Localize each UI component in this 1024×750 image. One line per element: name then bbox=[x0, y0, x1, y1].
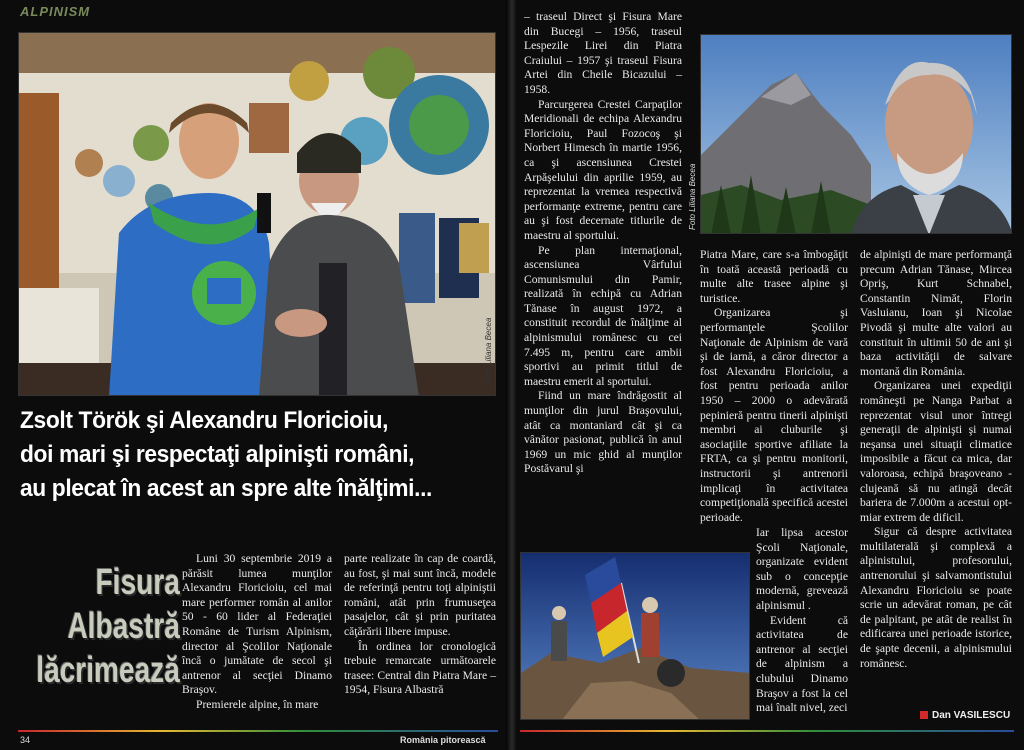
paragraph: Pe plan internaţional, ascensiunea Vârfului Comunismului din Pamir, realizată în echipă cu Adrian Tănase în august 1972, a constituit recordul de înălţime al alpinismului românesc cu cei 7.495 m, pentru care ambii sportivi au primit titlul de maestru emerit al sportului. bbox=[524, 243, 682, 388]
footer-rule bbox=[18, 730, 498, 732]
title-word: lăcrimează bbox=[36, 649, 180, 690]
section-tag: ALPINISM bbox=[20, 4, 91, 19]
photo-mountain-portrait bbox=[700, 34, 1012, 234]
headline bbox=[20, 404, 466, 506]
paragraph: În ordinea lor cronologică trebuie remarcate următoarele trasee: Central din Piatra Mare – 1954, Fisura Albastră bbox=[344, 639, 496, 697]
article-title bbox=[20, 560, 180, 692]
paragraph: Fiind un mare îndrăgostit al munţilor din jurul Braşovului, atât ca montaniard cât şi ca vânător pasionat, publică în anul 1969 un mic ghid al munţilor Postăvarul şi bbox=[524, 389, 682, 476]
title-word: Albastră bbox=[67, 605, 180, 646]
paragraph: Premierele alpine, în mare bbox=[196, 697, 319, 711]
paragraph: Iar lipsa acestor Şcoli Naţionale, organizate evident sub o concepţie modernă, grevează alpinismul . bbox=[756, 526, 848, 612]
footer-rule bbox=[520, 730, 1014, 732]
right-column-2-bottom bbox=[756, 526, 848, 716]
author-byline bbox=[920, 710, 1010, 721]
paragraph: de alpinişti de mare performanţă precum Adrian Tănase, Mircea Opriş, Kurt Schnabel, Constantin Nimăt, Florin Vasluianu, Ioan şi Nicolae Pivodă şi multe alte valori au constituit în ultimii 50 de ani şi baza activităţii de salvare montană din România. bbox=[860, 248, 1012, 378]
left-page bbox=[0, 0, 508, 750]
photo-credit: Foto Liliana Becea bbox=[688, 163, 697, 230]
paragraph: Evident că activitatea de antrenor al secţiei de alpinism a clubului Dinamo Braşov a fost la cel mai înalt nivel, zeci bbox=[756, 613, 848, 715]
paragraph: Luni 30 septembrie 2019 a părăsit lumea munţilor Alexandru Floricioiu, cel mai mare performer român al anilor 50 - 60 lider al Federaţiei Române de Turism Alpinism, director al Şcolilor Naţionale încă o jumătate de secol şi antrenor al secţiei Dinamo Braşov. bbox=[182, 552, 332, 697]
paragraph: Sigur că despre activitatea multilaterală şi complexă a alpinistului, profesorului, antrenorului şi salvamontistului Alexandru Floricioiu se poate scrie un adevărat roman, pe cât de palpitant, pe atât de realist în edificarea unei perioade istorice, de şapte decenii, a alpinismului românesc. bbox=[860, 525, 1012, 670]
paragraph: Piatra Mare, care s-a îmbogăţit în toată această perioadă cu multe alte trasee alpine şi turistice. bbox=[700, 248, 848, 305]
magazine-name: România pitorească bbox=[400, 735, 486, 745]
headline-line: au plecat în acest an spre alte înălţimi... bbox=[20, 475, 433, 502]
title-word: Fisura bbox=[95, 561, 180, 602]
headline-line: Zsolt Török şi Alexandru Floricioiu, bbox=[20, 407, 389, 434]
author-name: Dan VASILESCU bbox=[932, 710, 1011, 721]
photo-two-climbers bbox=[18, 32, 496, 396]
left-column-1 bbox=[182, 552, 332, 713]
photo-credit: Foto Liliana Becea bbox=[484, 317, 493, 384]
paragraph: Organizarea unei expediţii româneşti pe Nanga Parbat a reprezentat visul unor întregi generaţii de alpinişti şi numai neşansa unei situaţii climatice imposibile a făcut ca mica, dar valoroasa, echipă braşoveano - clujeană să nu atingă decât bariera de 7.000m a acestui opt-miar extrem de dificil. bbox=[860, 379, 1012, 524]
left-column-2 bbox=[344, 552, 496, 698]
right-page bbox=[516, 0, 1024, 750]
page-number: 34 bbox=[20, 735, 31, 745]
right-column-3 bbox=[860, 248, 1012, 671]
headline-line: doi mari şi respectaţi alpinişti români, bbox=[20, 441, 415, 468]
paragraph: Parcurgerea Crestei Carpaţilor Meridionali de echipa Alexandru Floricioiu, Paul Fozocoş şi Norbert Himesch în martie 1956, ca şi ascensiunea Crestei Arpăşelului din aprilie 1959, au reprezentat la vremea respectivă performanţe extreme, pentru care au şi fost decernate titlurile de maestru al sportului. bbox=[524, 97, 682, 242]
byline-square-icon bbox=[920, 711, 928, 719]
paragraph: parte realizate în cap de coardă, au fost, şi mai sunt încă, modele de referinţă pentru toţi alpiniştii români, atât prin frumuseţea pasajelor, cât şi prin puritatea căţărării libere impuse. bbox=[344, 552, 496, 638]
paragraph: Organizarea şi performanţele Şcolilor Naţionale de Alpinism de vară şi de iarnă, a căror director a fost Alexandru Floricioiu, a fost pentru perioada anilor 1950 – 2000 o adevărată pepinieră pentru tinerii alpinişti membri ai cluburile şi asociaţiile sportive afiliate la FRTA, ca şi pentru monitorii, instructorii şi antrenorii implicaţi în activitatea competiţională specifică acestei perioade. bbox=[700, 306, 848, 524]
paragraph: – traseul Direct şi Fisura Mare din Bucegi – 1956, traseul Lespezile Lirei din Piatra Craiului – 1957 şi traseul Fisura Artei din Cheile Bicazului – 1958. bbox=[524, 10, 682, 96]
right-column-1 bbox=[524, 10, 682, 477]
right-column-2-top bbox=[700, 248, 848, 525]
photo-summit-flag bbox=[520, 552, 750, 720]
